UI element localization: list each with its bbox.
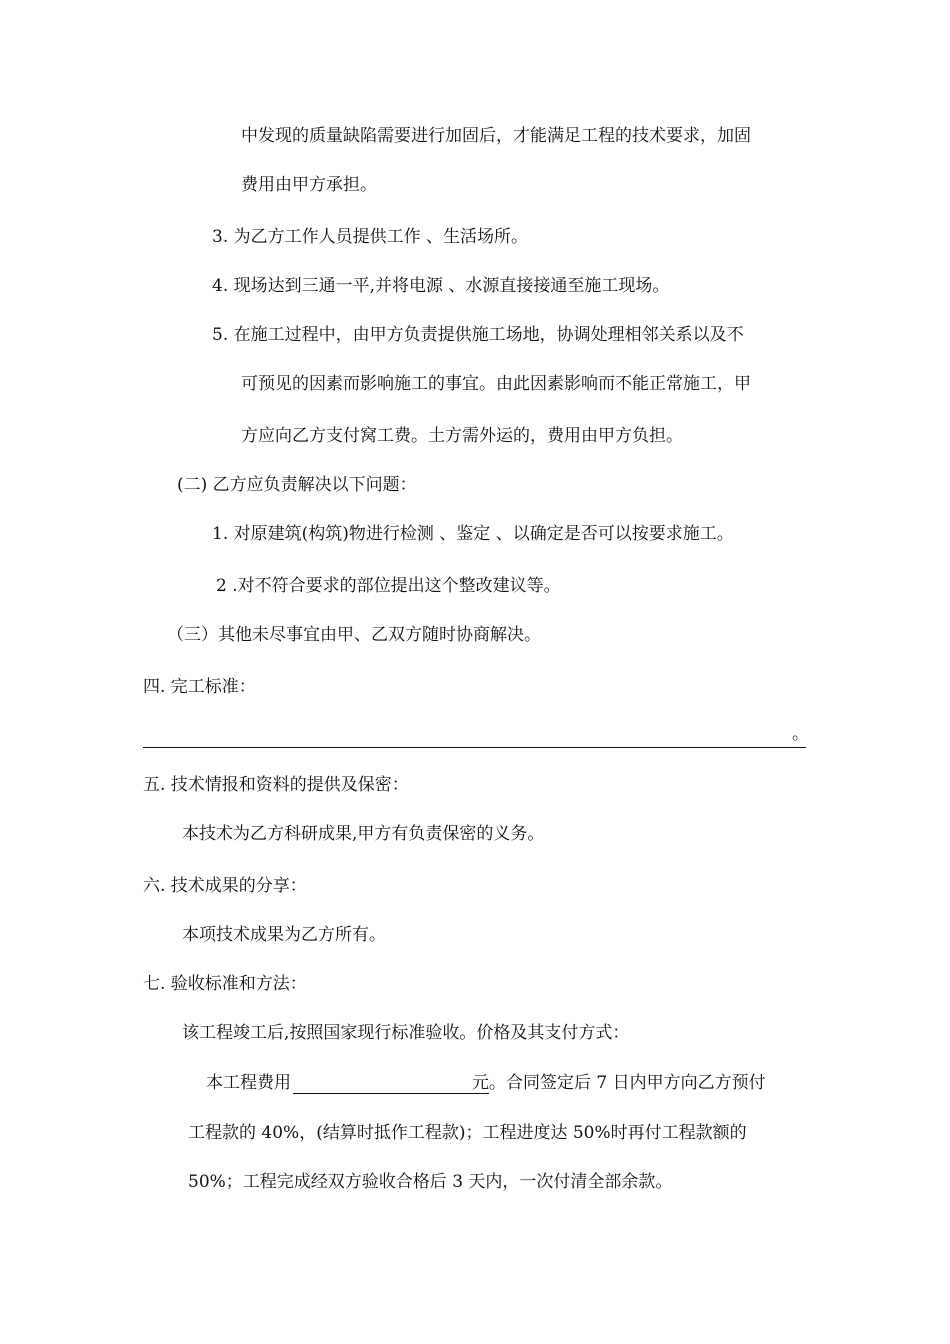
article-heading-7: 七. 验收标准和方法： <box>143 974 307 994</box>
paragraph-text: 本项技术成果为乙方所有。 <box>182 925 386 945</box>
blank-fill-line <box>143 747 806 748</box>
currency-unit: 元 <box>472 1073 489 1093</box>
clause-text-line: 方应向乙方支付窝工费。土方需外运的，费用由甲方负担。 <box>241 426 683 446</box>
amount-blank-field[interactable] <box>293 1071 489 1094</box>
section-heading-2: (二) 乙方应负责解决以下问题： <box>177 475 417 495</box>
list-item-5: 5. 在施工过程中，由甲方负责提供施工场地，协调处理相邻关系以及不 <box>212 325 744 345</box>
payment-label: 本工程费用 <box>206 1073 291 1093</box>
list-item-3: 3. 为乙方工作人员提供工作 、生活场所。 <box>212 227 529 247</box>
paragraph-text: 50%；工程完成经双方验收合格后 3 天内，一次付清全部余款。 <box>188 1172 673 1192</box>
clause-text-line: 可预见的因素而影响施工的事宜。由此因素影响而不能正常施工，甲 <box>241 374 751 394</box>
article-heading-5: 五. 技术情报和资料的提供及保密： <box>143 775 409 795</box>
clause-text-line: 中发现的质量缺陷需要进行加固后，才能满足工程的技术要求，加固 <box>241 126 751 146</box>
paragraph-text: 工程款的 40%，(结算时抵作工程款)；工程进度达 50%时再付工程款额的 <box>188 1123 747 1143</box>
payment-line <box>206 1071 766 1095</box>
paragraph-text: 该工程竣工后,按照国家现行标准验收。价格及其支付方式： <box>182 1023 630 1043</box>
blank-line-period: 。 <box>792 724 809 744</box>
article-heading-6: 六. 技术成果的分享： <box>143 876 307 896</box>
paragraph-text: 本技术为乙方科研成果,甲方有负责保密的义务。 <box>182 824 545 844</box>
list-item-2: 2 .对不符合要求的部位提出这个整改建议等。 <box>216 576 561 596</box>
list-item-4: 4. 现场达到三通一平,并将电源 、水源直接接通至施工现场。 <box>212 276 670 296</box>
section-heading-3: （三）其他未尽事宜由甲、乙双方随时协商解决。 <box>167 625 541 645</box>
article-heading-4: 四. 完工标准： <box>143 677 256 697</box>
list-item-1: 1. 对原建筑(构筑)物进行检测 、鉴定 、以确定是否可以按要求施工。 <box>212 524 734 544</box>
clause-text-line: 费用由甲方承担。 <box>241 175 377 195</box>
payment-terms: 。合同签定后 7 日内甲方向乙方预付 <box>489 1073 766 1093</box>
